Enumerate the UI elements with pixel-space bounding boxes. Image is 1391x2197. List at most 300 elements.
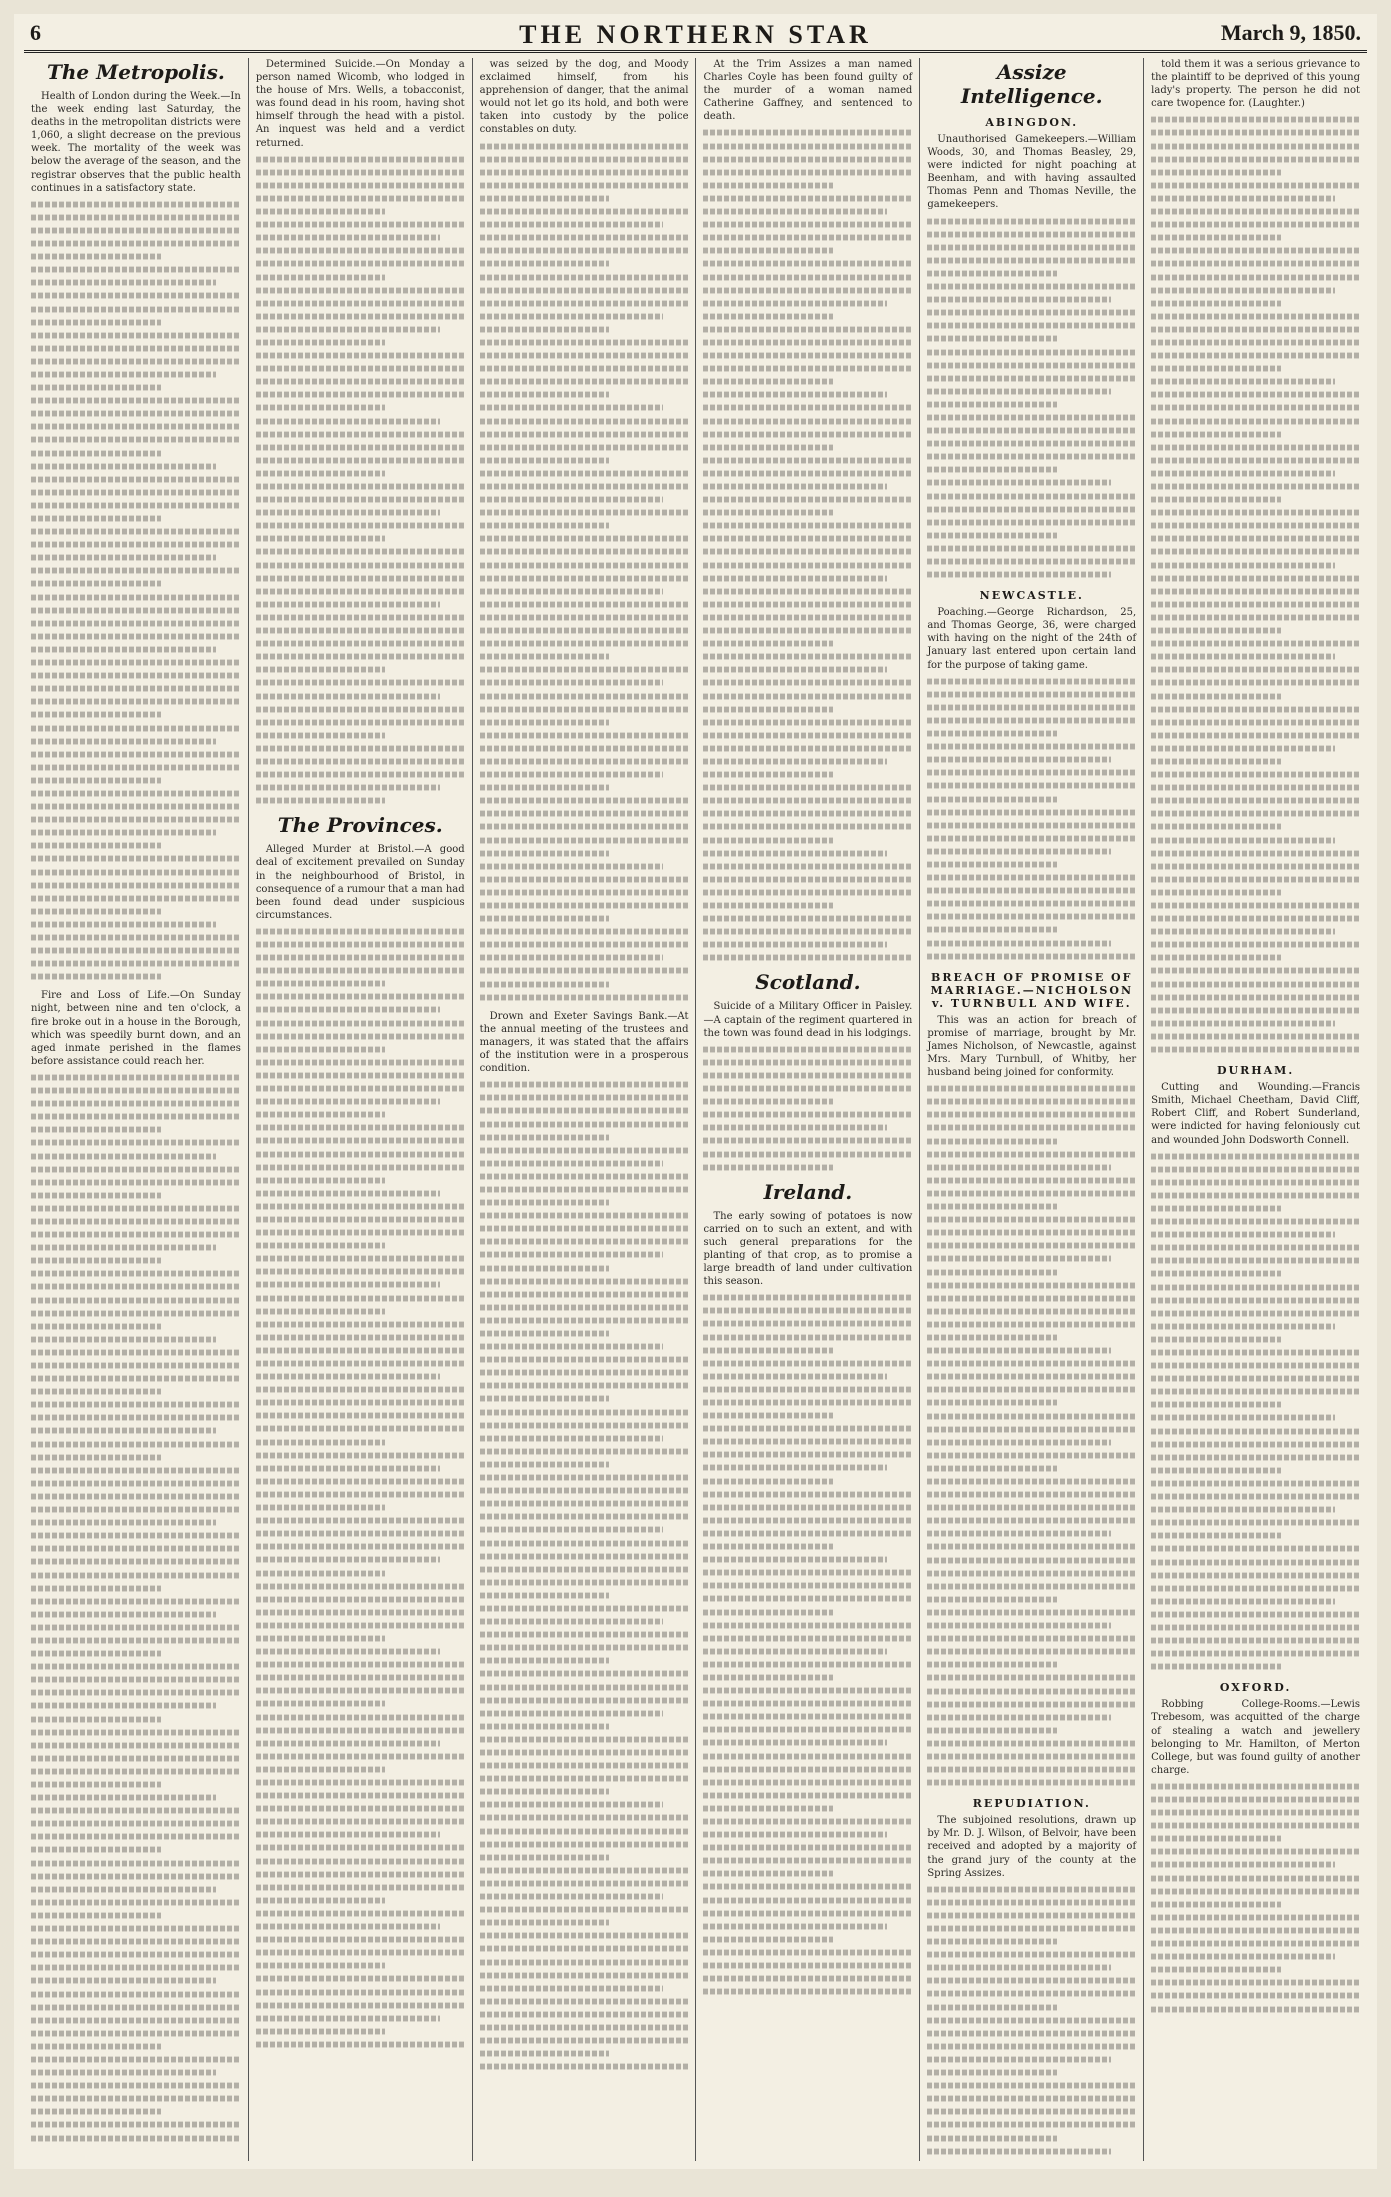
- text-line: [31, 935, 241, 941]
- text-line: [31, 1297, 241, 1303]
- text-line: [256, 235, 440, 241]
- text-line: [927, 1256, 1111, 1262]
- text-line: [1151, 1559, 1360, 1565]
- text-line: [256, 1059, 465, 1065]
- text-line: [480, 1488, 689, 1494]
- text-line: [1151, 706, 1360, 712]
- text-line: [480, 824, 689, 830]
- text-line: [927, 532, 1056, 538]
- text-line: [703, 366, 912, 372]
- article-text: Determined Suicide.—On Monday a person named Wicomb, who lodged in the house of Mrs. Wells, a tobacconist, was found dead in his room, having shot himself through the head with a pistol. An inquest was held and a verdict returned.: [255, 59, 465, 149]
- text-line: [256, 536, 385, 542]
- text-line: [1151, 1823, 1360, 1829]
- text-line: [1151, 1533, 1280, 1539]
- text-line: [703, 1295, 912, 1301]
- text-line: [1151, 1481, 1360, 1487]
- text-line: [480, 1527, 664, 1533]
- text-line: [256, 955, 465, 961]
- text-line: [256, 1465, 440, 1471]
- text-line: [480, 1645, 689, 1651]
- text-line: [256, 601, 440, 607]
- text-line: [927, 1112, 1136, 1118]
- text-line: [31, 1886, 216, 1892]
- text-line: [480, 1435, 664, 1441]
- text-line: [256, 1622, 465, 1628]
- text-line: [703, 1452, 912, 1458]
- text-line: [256, 719, 465, 725]
- text-line: [256, 510, 440, 516]
- text-line: [703, 235, 912, 241]
- text-line: [703, 326, 912, 332]
- text-line: [703, 903, 832, 909]
- text-line: [703, 1086, 912, 1092]
- text-line: [1151, 1625, 1360, 1631]
- text-line: [480, 916, 609, 922]
- text-line: [256, 772, 465, 778]
- text-line: [480, 706, 689, 712]
- text-line: [1151, 209, 1360, 215]
- text-line: [703, 1504, 912, 1510]
- text-line: [1151, 471, 1335, 477]
- text-line: [31, 214, 241, 220]
- text-line: [1151, 444, 1360, 450]
- masthead: [24, 14, 1367, 53]
- text-line: [31, 843, 161, 849]
- text-line: [927, 1269, 1056, 1275]
- text-line: [256, 1452, 465, 1458]
- text-line: [31, 1494, 241, 1500]
- text-line: [1151, 1415, 1335, 1421]
- text-line: [480, 1815, 689, 1821]
- text-line: [31, 358, 241, 364]
- text-line: [1151, 1310, 1360, 1316]
- text-line: [480, 1514, 689, 1520]
- text-line: [927, 1295, 1136, 1301]
- text-line: [927, 1308, 1136, 1314]
- text-line: [480, 1658, 609, 1664]
- text-line: [31, 1441, 241, 1447]
- text-line: [1151, 1467, 1280, 1473]
- text-line: [31, 437, 241, 443]
- text-line: [480, 169, 689, 175]
- text-line: [927, 1991, 1136, 1997]
- text-line: [927, 310, 1136, 316]
- article-text: told them it was a serious grievance to the plaintiff to be deprived of this young lady's property. The person he did not care twopence for. (Laughter.): [1151, 59, 1360, 110]
- text-line: [256, 1727, 465, 1733]
- text-line: [31, 856, 241, 862]
- text-line: [31, 673, 241, 679]
- text-line: [480, 1946, 689, 1952]
- text-line: [256, 471, 385, 477]
- text-line: [703, 1661, 912, 1667]
- text-line: [703, 182, 832, 188]
- text-line: [927, 1164, 1111, 1170]
- text-line: [927, 927, 1056, 933]
- text-line: [480, 628, 689, 634]
- text-line: [480, 601, 689, 607]
- text-line: [31, 424, 241, 430]
- text-line: [256, 1714, 465, 1720]
- column-5: [919, 58, 1143, 2161]
- text-line: [31, 1219, 241, 1225]
- text-line: [927, 1886, 1136, 1892]
- sub-heading-repudiation: REPUDIATION.: [972, 1797, 1091, 1811]
- text-line: [703, 340, 912, 346]
- text-line: [703, 811, 912, 817]
- text-line: [703, 1858, 912, 1864]
- text-line: [256, 313, 465, 319]
- text-line: [927, 1125, 1136, 1131]
- text-line: [927, 506, 1136, 512]
- text-line: [256, 1701, 385, 1707]
- text-line: [1151, 641, 1360, 647]
- text-line: [703, 1897, 912, 1903]
- section-heading-metropolis: The Metropolis.: [46, 60, 225, 84]
- article-body-lines: [703, 126, 912, 964]
- text-line: [703, 379, 832, 385]
- text-line: [480, 994, 689, 1000]
- text-line: [256, 1518, 465, 1524]
- text-line: [31, 2070, 216, 2076]
- text-line: [256, 1334, 465, 1340]
- text-line: [31, 1913, 161, 1919]
- text-line: [256, 523, 465, 529]
- text-line: [1151, 745, 1335, 751]
- article-text: This was an action for breach of promise of marriage, brought by Mr. James Nicholson, of Newcastle, against Mrs. Mary Turnbull, of Whitby, her husband being joined for conformity.: [927, 1014, 1137, 1079]
- text-line: [256, 575, 465, 581]
- text-line: [1151, 1638, 1360, 1644]
- text-line: [1151, 942, 1360, 948]
- text-line: [1151, 955, 1280, 961]
- text-line: [927, 441, 1136, 447]
- text-line: [927, 2109, 1136, 2115]
- text-line: [256, 1649, 440, 1655]
- text-line: [31, 1350, 241, 1356]
- text-line: [480, 536, 689, 542]
- text-line: [1151, 2006, 1360, 2012]
- text-line: [1151, 1441, 1360, 1447]
- article-text: The subjoined resolutions, drawn up by Mr. D. J. Wilson, of Belvoir, have been received and adopted by a majority of the grand jury of the county at the Spring Assizes.: [927, 1815, 1137, 1879]
- text-line: [703, 942, 887, 948]
- text-line: [703, 1334, 912, 1340]
- text-line: [927, 1361, 1136, 1367]
- text-line: [480, 1173, 689, 1179]
- text-line: [480, 2025, 689, 2031]
- text-line: [480, 1501, 689, 1507]
- text-line: [256, 248, 465, 254]
- text-line: [703, 1976, 912, 1982]
- text-line: [256, 1845, 465, 1851]
- text-line: [927, 1570, 1136, 1576]
- text-line: [1151, 1611, 1360, 1617]
- text-line: [256, 261, 465, 267]
- text-line: [1151, 366, 1280, 372]
- text-line: [480, 1579, 689, 1585]
- text-line: [256, 549, 465, 555]
- text-line: [256, 1937, 465, 1943]
- section-heading-scotland: Scotland.: [755, 970, 861, 995]
- text-line: [927, 1965, 1111, 1971]
- text-line: [480, 274, 689, 280]
- text-line: [703, 1701, 912, 1707]
- text-line: [480, 785, 609, 791]
- text-line: [927, 1348, 1111, 1354]
- text-line: [480, 366, 689, 372]
- text-line: [256, 340, 385, 346]
- text-line: [703, 1413, 832, 1419]
- text-line: [1151, 1664, 1280, 1670]
- text-line: [927, 1913, 1136, 1919]
- text-line: [1151, 1598, 1335, 1604]
- text-line: [256, 562, 465, 568]
- article-body-lines: [1151, 1780, 1360, 2016]
- text-line: [703, 588, 912, 594]
- article-text: Cutting and Wounding.—Francis Smith, Michael Cheetham, David Cliff, Robert Cliff, and Robert Sunderland, were indicted for having feloniously cut and wounded John Dodsworth Connell.: [1151, 1082, 1360, 1146]
- text-line: [256, 1780, 465, 1786]
- text-line: [1151, 1363, 1360, 1369]
- text-line: [480, 1881, 689, 1887]
- text-line: [31, 1638, 241, 1644]
- text-line: [703, 1360, 912, 1366]
- text-line: [1151, 1166, 1360, 1172]
- text-line: [480, 1606, 689, 1612]
- text-line: [31, 1598, 241, 1604]
- text-line: [703, 169, 912, 175]
- text-line: [703, 392, 887, 398]
- text-line: [927, 2083, 1136, 2089]
- text-line: [927, 1701, 1136, 1707]
- text-line: [927, 2043, 1136, 2049]
- article-text: The early sowing of potatoes is now carried on to such an extent, and with such general preparations for the planting of that crop, as to promise a large breadth of land under cultivation this season.: [703, 1210, 913, 1288]
- text-line: [256, 1675, 465, 1681]
- text-line: [256, 457, 465, 463]
- text-line: [480, 562, 689, 568]
- text-line: [256, 1426, 465, 1432]
- text-line: [31, 1860, 241, 1866]
- article-body-lines: [703, 1043, 912, 1174]
- text-line: [256, 1897, 385, 1903]
- text-line: [480, 392, 609, 398]
- text-line: [256, 615, 465, 621]
- text-line: [927, 1505, 1136, 1511]
- text-line: [480, 1318, 689, 1324]
- sub-heading-durham: DURHAM.: [1216, 1064, 1295, 1078]
- text-line: [480, 680, 664, 686]
- text-line: [927, 1086, 1136, 1092]
- text-line: [703, 798, 912, 804]
- text-line: [927, 1452, 1136, 1458]
- text-line: [256, 418, 440, 424]
- text-line: [703, 1936, 832, 1942]
- text-line: [31, 869, 241, 875]
- text-line: [703, 274, 912, 280]
- text-line: [31, 1690, 241, 1696]
- text-line: [927, 323, 1136, 329]
- text-line: [1151, 457, 1360, 463]
- text-line: [256, 1151, 465, 1157]
- text-line: [256, 1230, 465, 1236]
- text-line: [1151, 654, 1335, 660]
- text-line: [703, 1884, 912, 1890]
- text-line: [256, 981, 385, 987]
- text-line: [480, 1697, 689, 1703]
- text-line: [703, 641, 832, 647]
- text-line: [31, 1232, 241, 1238]
- text-line: [703, 405, 912, 411]
- text-line: [256, 1596, 465, 1602]
- text-line: [480, 1828, 689, 1834]
- text-line: [703, 1439, 912, 1445]
- text-line: [703, 863, 912, 869]
- text-line: [703, 143, 912, 149]
- text-line: [703, 719, 912, 725]
- text-line: [31, 1402, 241, 1408]
- text-line: [703, 313, 832, 319]
- text-line: [703, 706, 832, 712]
- text-line: [703, 1321, 912, 1327]
- text-line: [256, 1203, 465, 1209]
- text-line: [480, 1894, 664, 1900]
- text-line: [703, 196, 912, 202]
- text-line: [31, 712, 161, 718]
- text-line: [256, 654, 465, 660]
- text-line: [927, 2070, 1056, 2076]
- text-line: [1151, 392, 1360, 398]
- text-line: [480, 1998, 689, 2004]
- text-line: [256, 196, 465, 202]
- text-line: [480, 693, 689, 699]
- text-line: [256, 1963, 385, 1969]
- text-line: [1151, 811, 1360, 817]
- text-line: [1151, 1901, 1280, 1907]
- text-line: [256, 1753, 465, 1759]
- text-line: [256, 1544, 465, 1550]
- text-line: [703, 287, 912, 293]
- text-line: [256, 1570, 385, 1576]
- text-line: [927, 1335, 1056, 1341]
- text-line: [256, 2041, 465, 2047]
- text-line: [1151, 1007, 1360, 1013]
- text-line: [480, 1370, 689, 1376]
- text-line: [703, 772, 832, 778]
- text-line: [927, 875, 1136, 881]
- text-line: [703, 759, 887, 765]
- text-line: [703, 1544, 832, 1550]
- text-line: [1151, 1888, 1360, 1894]
- text-line: [703, 1871, 832, 1877]
- text-line: [31, 1939, 241, 1945]
- text-line: [256, 1073, 465, 1079]
- text-line: [31, 882, 241, 888]
- text-line: [480, 1592, 609, 1598]
- text-line: [927, 1217, 1136, 1223]
- text-line: [703, 1989, 912, 1995]
- text-line: [927, 388, 1111, 394]
- text-line: [480, 745, 689, 751]
- text-line: [480, 1763, 689, 1769]
- text-line: [31, 1821, 241, 1827]
- text-line: [31, 450, 161, 456]
- text-line: [31, 293, 241, 299]
- text-line: [31, 1952, 241, 1958]
- columns: [24, 58, 1367, 2161]
- section-heading-ireland: Ireland.: [763, 1179, 853, 1204]
- text-line: [1151, 1585, 1360, 1591]
- text-line: [31, 1205, 241, 1211]
- text-line: [1151, 143, 1360, 149]
- text-line: [1151, 313, 1360, 319]
- text-line: [31, 922, 216, 928]
- text-line: [1151, 929, 1335, 935]
- text-line: [480, 379, 689, 385]
- text-line: [480, 1265, 609, 1271]
- text-line: [256, 1806, 465, 1812]
- text-line: [703, 1059, 912, 1065]
- text-line: [480, 1684, 689, 1690]
- text-line: [256, 680, 465, 686]
- text-line: [1151, 1954, 1335, 1960]
- text-line: [1151, 903, 1360, 909]
- text-line: [31, 633, 241, 639]
- text-line: [31, 280, 216, 286]
- text-line: [927, 848, 1111, 854]
- text-line: [480, 457, 609, 463]
- text-line: [256, 1858, 465, 1864]
- text-line: [703, 497, 912, 503]
- text-line: [927, 454, 1136, 460]
- text-line: [927, 1439, 1111, 1445]
- text-line: [31, 1585, 161, 1591]
- text-line: [31, 542, 241, 548]
- text-line: [31, 1114, 241, 1120]
- text-line: [927, 940, 1111, 946]
- text-line: [703, 680, 912, 686]
- text-line: [927, 1662, 1056, 1668]
- text-line: [31, 738, 216, 744]
- text-line: [480, 1776, 689, 1782]
- text-line: [480, 1841, 689, 1847]
- text-line: [31, 961, 241, 967]
- text-line: [256, 1492, 465, 1498]
- text-line: [1151, 405, 1360, 411]
- text-line: [31, 764, 241, 770]
- text-line: [480, 1187, 689, 1193]
- text-line: [1151, 1914, 1360, 1920]
- text-line: [31, 908, 161, 914]
- text-line: [1151, 562, 1335, 568]
- text-line: [703, 1478, 832, 1484]
- text-line: [480, 1383, 689, 1389]
- text-line: [31, 1284, 241, 1290]
- text-line: [1151, 1941, 1360, 1947]
- text-line: [1151, 876, 1360, 882]
- text-line: [256, 1989, 465, 1995]
- text-line: [31, 516, 161, 522]
- text-line: [703, 1583, 912, 1589]
- text-line: [703, 667, 887, 673]
- text-line: [256, 156, 465, 162]
- text-line: [927, 1544, 1136, 1550]
- text-line: [1151, 1206, 1280, 1212]
- text-line: [480, 588, 664, 594]
- text-line: [31, 1310, 241, 1316]
- text-line: [927, 1518, 1136, 1524]
- text-line: [480, 1448, 689, 1454]
- text-line: [927, 297, 1111, 303]
- text-line: [927, 349, 1136, 355]
- text-line: [256, 2028, 385, 2034]
- text-line: [256, 287, 465, 293]
